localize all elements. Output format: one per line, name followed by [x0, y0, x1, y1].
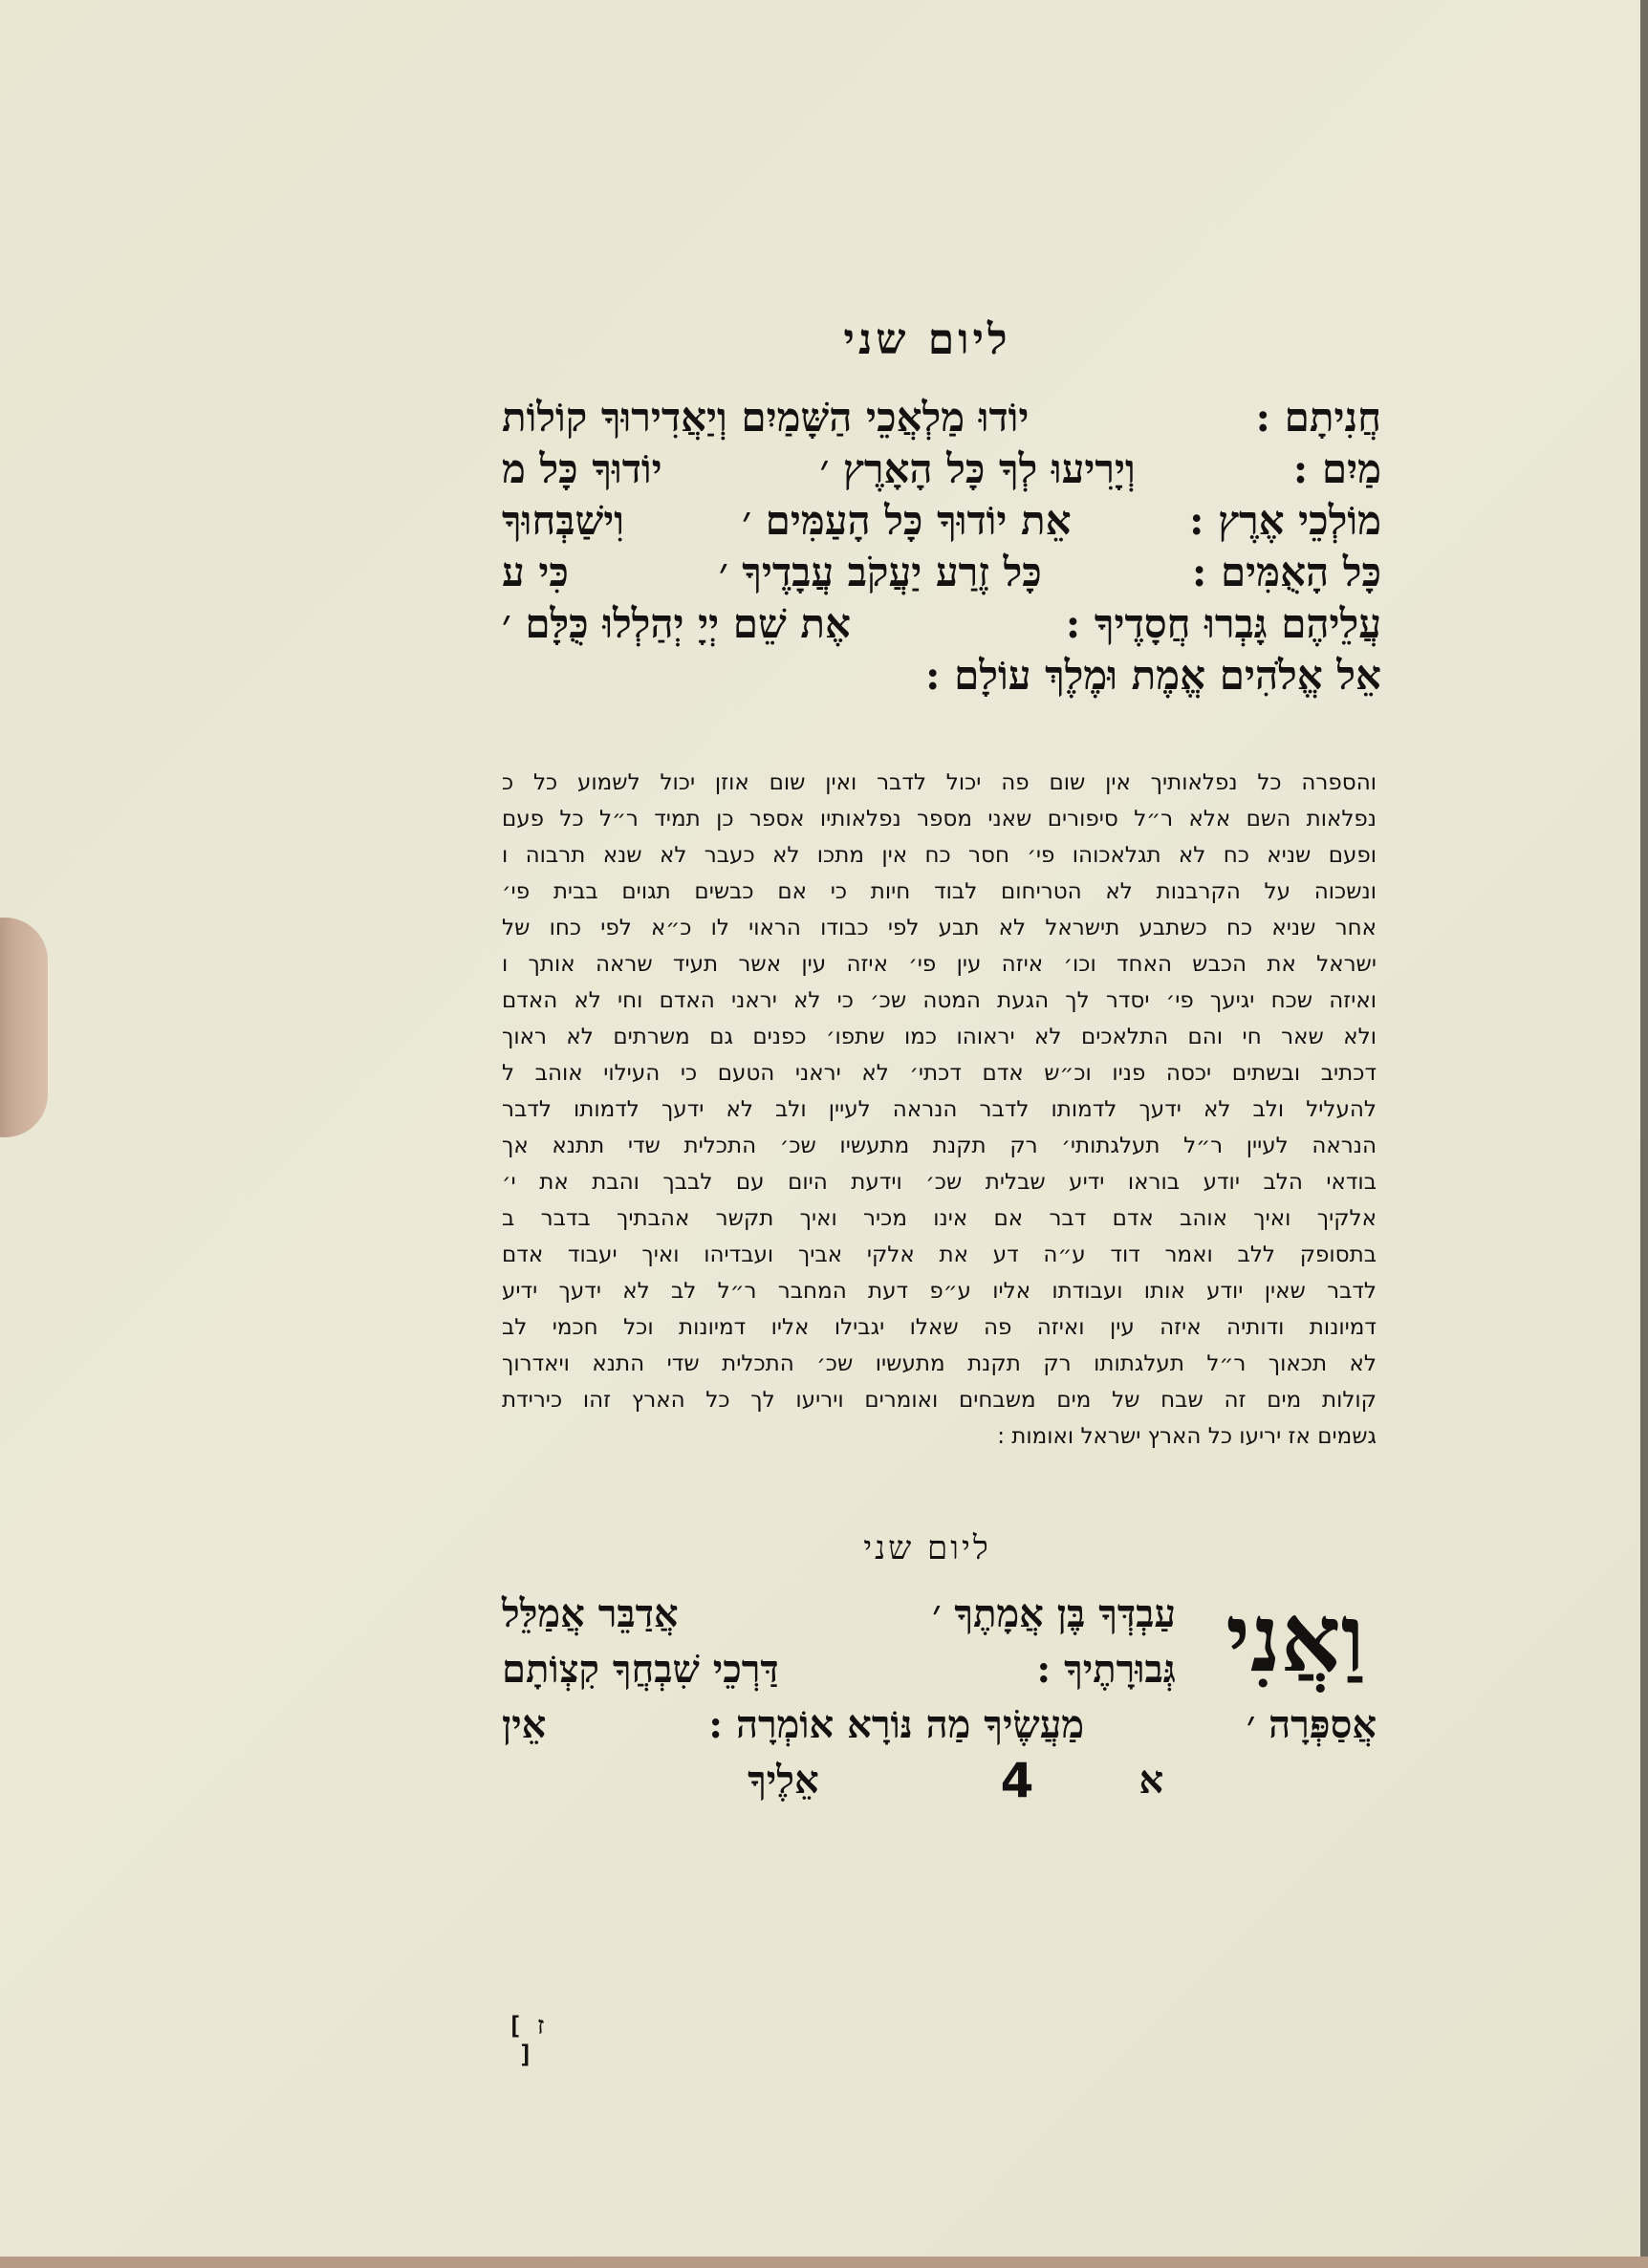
- verse-segment: וִישַׁבְּחוּךָ: [502, 497, 624, 544]
- commentary-line: ונשכוה על הקרבנות לא הטריחום לבוד חיות כי אם כבשים תגוים בבית פי׳: [502, 879, 1377, 904]
- poem-block: [502, 1587, 1377, 1808]
- poem-segment: דַּרְכֵי שִׁבְחֲךָ קִצְוֹתָם: [502, 1647, 779, 1692]
- commentary-line: ופעם שניא כח לא תגלאכוהו פי׳ חסר כח אין מתכו לא כעבר לא שנא תרבוה ו: [502, 843, 1377, 868]
- signature-number: 4: [1000, 1753, 1034, 1808]
- commentary-line: דמיונות ודותיה איזה עין ואיזה פה שאלו יגבילו אליו דמיונות וכל חכמי לב: [502, 1315, 1377, 1340]
- page-edge-shadow: [1640, 0, 1648, 2268]
- verse-segment: כָּל זֶרַע יַעֲקֹב עֲבָדֶיךָ ׳: [718, 549, 1042, 595]
- verse-line: [502, 547, 1381, 598]
- signature-letter: א: [1138, 1758, 1164, 1803]
- verse-segment: חֲנִיתָם :: [1255, 394, 1381, 441]
- verse-segment: יוֹדוּ מַלְאֲכֵי הַשָּׁמַיִם וְיַאֲדִירוּךָ קוֹלוֹת: [502, 394, 1030, 441]
- poem-segment: אֵין: [502, 1702, 547, 1747]
- verse-segment: מַיִם :: [1292, 445, 1381, 492]
- poem-segment: מַעֲשֶׂיךָ מַה נּוֹרָא אוֹמְרָה :: [708, 1702, 1085, 1747]
- verse-line: [502, 392, 1381, 443]
- commentary-line: קולות מים זה שבח של מים משבחים ואומרים ויריעו לך כל הארץ זהו כירידת: [502, 1388, 1377, 1413]
- poem-segment: אֲסַפְּרָה ׳: [1246, 1702, 1377, 1747]
- poem-line: [502, 1697, 1377, 1753]
- commentary-line: אלקיך ואיך אוהב אדם דבר אם אינו מכיר ואיך תקשר אהבתיך בדבר ב: [502, 1206, 1377, 1231]
- verse-segment: כִּי ע: [502, 549, 569, 595]
- commentary-line: ואיזה שכח יגיעך פי׳ יסדר לך הגעת המטה שכ׳ כי לא יראני האדם וחי לא האדם: [502, 988, 1377, 1013]
- commentary-line: דכתיב ובשתים יכסה פניו וכ״ש אדם דכתי׳ לא יראני הטעם כי העילוי אוהב ל: [502, 1061, 1377, 1086]
- commentary-line: בתסופק ללב ואמר דוד ע״ה דע את אלקי אביך ועבדיהו ואיך יעבוד אדם: [502, 1242, 1377, 1267]
- commentary-line: לדבר שאין יודע אותו ועבודתו אליו ע״פ דעת המחבר ר״ל לב לא ידעך ידיע: [502, 1279, 1377, 1304]
- commentary-line: הנראה לעיין ר״ל תעלגתותי׳ רק תקנת מתעשיו שכ׳ התכלית שדי תתנא אך: [502, 1134, 1377, 1158]
- verse-line: [502, 443, 1381, 495]
- poem-line: [502, 1753, 1377, 1808]
- commentary-line: נפלאות השם אלא ר״ל סיפורים שאני מספר נפלאותיו אספר כן תמיד ר״ל כל פעם: [502, 807, 1377, 832]
- commentary-line: בודאי הלב יודע בוראו ידיע שבלית שכ׳ וידעת היום עם לבבך והבת את י׳: [502, 1170, 1377, 1195]
- catchword: אֵלֶיךָ: [748, 1758, 819, 1803]
- verse-line: [502, 650, 1381, 702]
- verse-segment: אֶת שֵׁם יְיָ יְהַלְלוּ כֻּלָּם ׳: [502, 600, 851, 647]
- verse-segment: אֵל אֱלֹהִים אֱמֶת וּמֶלֶךְ עוֹלָם :: [925, 652, 1381, 699]
- verse-segment: עֲלֵיהֶם גָּבְרוּ חֲסָדֶיךָ :: [1065, 600, 1381, 647]
- section-heading-bottom: ליום שני: [863, 1529, 991, 1567]
- poem-line: [502, 1642, 1377, 1697]
- poem-segment: אֲדַבֵּר אֲמַלֵּל: [502, 1591, 679, 1636]
- commentary-line: גשמים אז יריעו כל הארץ ישראל ואומות :: [997, 1424, 1377, 1449]
- commentary-line: ולא שאר חי והם התלאכים לא יראוהו כמו שתפו׳ כפנים גם משרתים לא ראוך: [502, 1025, 1377, 1049]
- commentary-line: ישראל את הכבש האחד וכו׳ איזה עין פי׳ איזה עין אשר תעיד שראה אותך ו: [502, 952, 1377, 977]
- verse-block: [502, 392, 1381, 702]
- bottom-strip: [0, 2257, 1648, 2268]
- verse-segment: כָּל הָאֻמִּים :: [1191, 549, 1381, 595]
- verse-line: [502, 495, 1381, 547]
- section-heading-top: ליום שני: [843, 315, 1011, 364]
- commentary-line: להעליל ולב לא ידעך לדמותו לדבר הנראה לעיין ולב לא ידעך לדמותו לדבר: [502, 1097, 1377, 1122]
- commentary-line: לא תכאוך ר״ל תעלגתותו רק תקנת מתעשיו שכ׳ התכלית שדי התנא ויאדרוך: [502, 1351, 1377, 1376]
- verse-segment: אֵת יוֹדוּךָ כָּל הָעַמִּים ׳: [742, 497, 1072, 544]
- thumb-holding-page: [0, 918, 48, 1137]
- poem-initial-word: וַאֲנִי: [1225, 1584, 1365, 1694]
- verse-segment: וְיָרִיעוּ לְךָ כָּל הָאָרֶץ ׳: [819, 445, 1136, 492]
- commentary-line: והספרה כל נפלאותיך אין שום פה יכול לדבר ואין שום אוזן יכול לשמוע כל כ: [502, 770, 1377, 795]
- verse-segment: מוֹלְכֵי אֶרֶץ :: [1188, 497, 1381, 544]
- verse-line: [502, 598, 1381, 650]
- page-number: [ ז ]: [507, 2012, 545, 2069]
- poem-line: [502, 1587, 1377, 1642]
- commentary-block: [502, 765, 1377, 1455]
- commentary-line: אחר שניא כח כשתבע תישראל לא תבע לפי כבודו הראוי לו כ״א לפי כחו של: [502, 916, 1377, 940]
- poem-segment: גְּבוּרָתֶיךָ :: [1036, 1647, 1176, 1692]
- verse-segment: יוֹדוּךָ כָּל מ: [502, 445, 662, 492]
- poem-segment: עַבְדְּךָ בֶּן אֲמָתֶךָ ׳: [932, 1591, 1176, 1636]
